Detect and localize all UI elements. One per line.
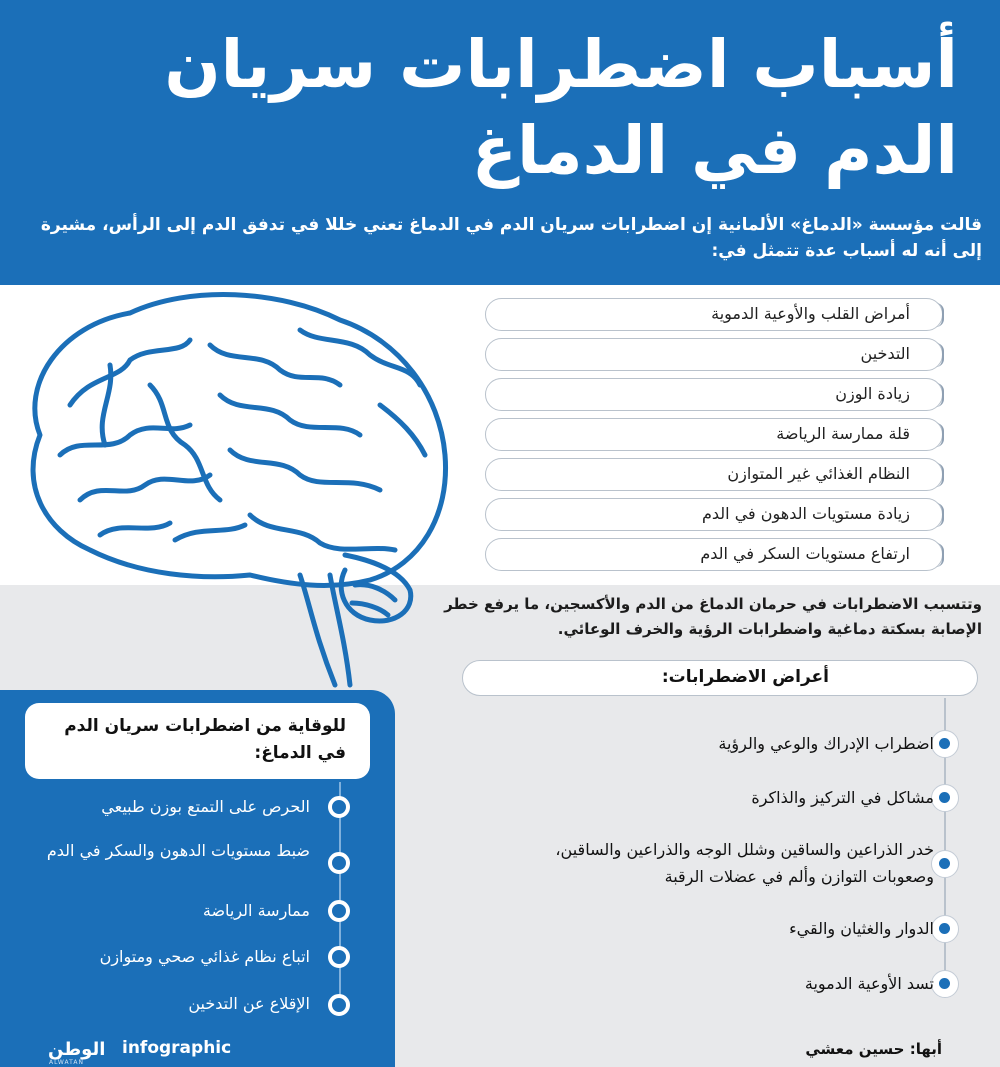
circle-bullet-icon [931, 915, 959, 943]
prevention-heading: للوقاية من اضطرابات سريان الدم في الدماغ: [25, 703, 370, 779]
symptom-item: الدوار والغثيان والقيء [789, 919, 934, 938]
prevention-item: ممارسة الرياضة [202, 901, 310, 920]
symptom-item: مشاكل في التركيز والذاكرة [751, 788, 934, 807]
intro-text: قالت مؤسسة «الدماغ» الألمانية إن اضطرابات سريان الدم في الدماغ تعني خللا في تدفق الدم إلى الرأس، مشيرة إلى أنه له أسباب عدة تتمثل في: [40, 215, 982, 261]
circle-bullet-icon [931, 730, 959, 758]
ring-bullet-icon [328, 900, 350, 922]
alwatan-logo-sub: ALWATAN [49, 1059, 84, 1066]
ring-bullet-icon [328, 796, 350, 818]
prevention-item: الحرص على التمتع بوزن طبيعي [101, 797, 310, 816]
ring-bullet-icon [328, 852, 350, 874]
symptom-item: تسد الأوعية الدموية [804, 974, 934, 993]
symptom-item: اضطراب الإدراك والوعي والرؤية [718, 734, 934, 753]
cause-item: زيادة الوزن [485, 378, 943, 411]
cause-item: التدخين [485, 338, 943, 371]
symptom-item: خدر الذراعين والساقين وشلل الوجه والذراعين والساقين، وصعوبات التوازن وألم في عضلات الرقبة [555, 840, 934, 886]
page-title [58, 22, 958, 194]
cause-item: النظام الغذائي غير المتوازن [485, 458, 943, 491]
infographic-label: infographic [122, 1038, 232, 1058]
ring-bullet-icon [328, 994, 350, 1016]
ring-bullet-icon [328, 946, 350, 968]
prevention-item: ضبط مستويات الدهون والسكر في الدم [46, 841, 310, 860]
author-credit: أبها: حسين معشي [805, 1040, 942, 1058]
circle-bullet-icon [931, 784, 959, 812]
title-line-1: أسباب اضطرابات سريان [164, 26, 958, 103]
cause-item: أمراض القلب والأوعية الدموية [485, 298, 943, 331]
circle-bullet-icon [931, 970, 959, 998]
prevention-item: الإقلاع عن التدخين [188, 994, 310, 1013]
causes-list [485, 298, 943, 578]
brain-illustration [0, 285, 470, 705]
cause-item: ارتفاع مستويات السكر في الدم [485, 538, 943, 571]
symptoms-heading: أعراض الاضطرابات: [462, 660, 978, 696]
alwatan-logo: الوطن [48, 1039, 106, 1060]
title-line-2: الدم في الدماغ [471, 112, 958, 189]
cause-item: قلة ممارسة الرياضة [485, 418, 943, 451]
prevention-item: اتباع نظام غذائي صحي ومتوازن [99, 947, 310, 966]
cause-item: زيادة مستويات الدهون في الدم [485, 498, 943, 531]
circle-bullet-icon [931, 850, 959, 878]
effect-paragraph: وتتسبب الاضطرابات في حرمان الدماغ من الدم والأكسجين، ما يرفع خطر الإصابة بسكتة دماغية واضطرابات الرؤية والخرف الوعائي. [444, 595, 982, 638]
